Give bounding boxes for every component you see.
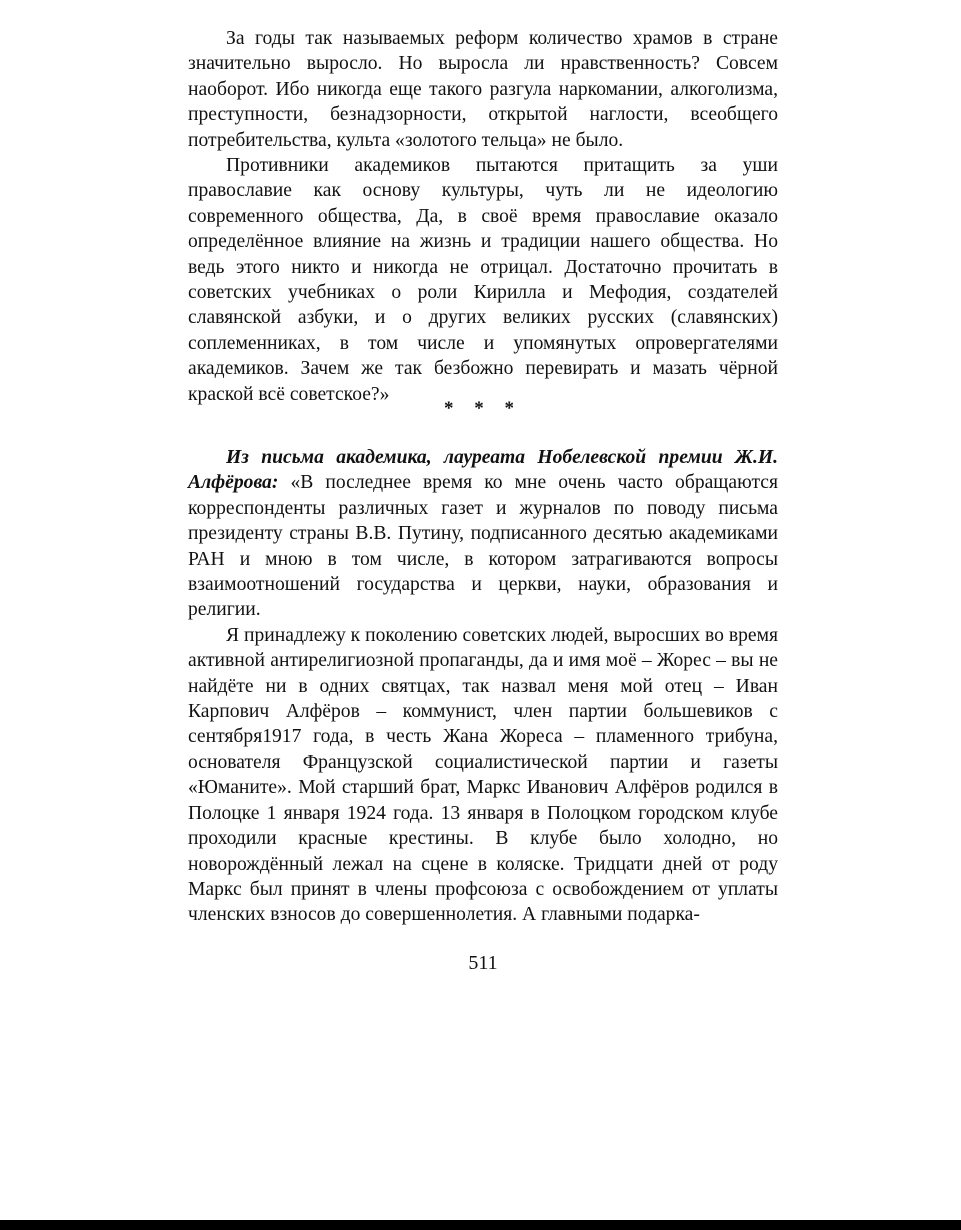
section-separator: * * * xyxy=(444,398,522,419)
lower-text-block xyxy=(188,445,778,928)
page-number: 511 xyxy=(468,952,498,974)
scan-bottom-edge xyxy=(0,1220,961,1230)
paragraph-orthodoxy: Противники академиков пытаются притащить за уши православие как основу культуры, чуть ли не идеологию современного общества, Да, в своё время православие оказало определённое влияние на жизнь и традиции нашего общества. Но ведь этого никто и никогда не отрицал. Достаточно прочитать в советских учебниках о роли Кирилла и Мефодия, создателей славянской азбуки, и о других великих русских (славянских) соплеменниках, в том числе и упомянутых опровергателями академиков. Зачем же так безбожно перевирать и мазать чёрной краской всё советское?» xyxy=(188,155,778,405)
letter-intro-text: «В последнее время ко мне очень часто обращаются корреспонденты различных газет и журналов по поводу письма президенту страны В.В. Путину, подписанного десятью академиками РАН и мною в том числе, в котором затрагиваются вопросы взаимоотношений государства и церкви, науки, образования и религии. xyxy=(188,472,778,621)
letter-lead-heading: Из письма академика, лауреата Нобелевской премии Ж.И. Алфёрова: xyxy=(188,447,778,494)
paragraph-letter-biography: Я принадлежу к поколению советских людей, выросших во время активной антирелигиозной пропаганды, да и имя моё – Жорес – вы не найдёте ни в одних святцах, так назвал меня мой отец – Иван Карпович Алфёров – коммунист, член партии большевиков с сентября1917 года, в честь Жана Жореса – пламенного трибуна, основателя Французской социалистической партии и газеты «Юманите». Мой старший брат, Маркс Иванович Алфёров родился в Полоцке 1 января 1924 года. 13 января в Полоцком городском клубе проходили красные крестины. В клубе было холодно, но новорождённый лежал на сцене в коляске. Тридцати дней от роду Маркс был принят в члены профсоюза с освобождением от уплаты членских взносов до совершеннолетия. А главными подарка- xyxy=(188,624,778,926)
upper-text-block xyxy=(188,26,778,407)
paragraph-reforms: За годы так называемых реформ количество храмов в стране значительно выросло. Но выросла ли нравственность? Совсем наоборот. Ибо никогда еще такого разгула наркомании, алкоголизма, преступности, безнадзорности, открытой наглости, всеобщего потребительства, культа «золотого тельца» не было. xyxy=(188,28,778,151)
paragraph-letter-intro xyxy=(188,445,778,623)
